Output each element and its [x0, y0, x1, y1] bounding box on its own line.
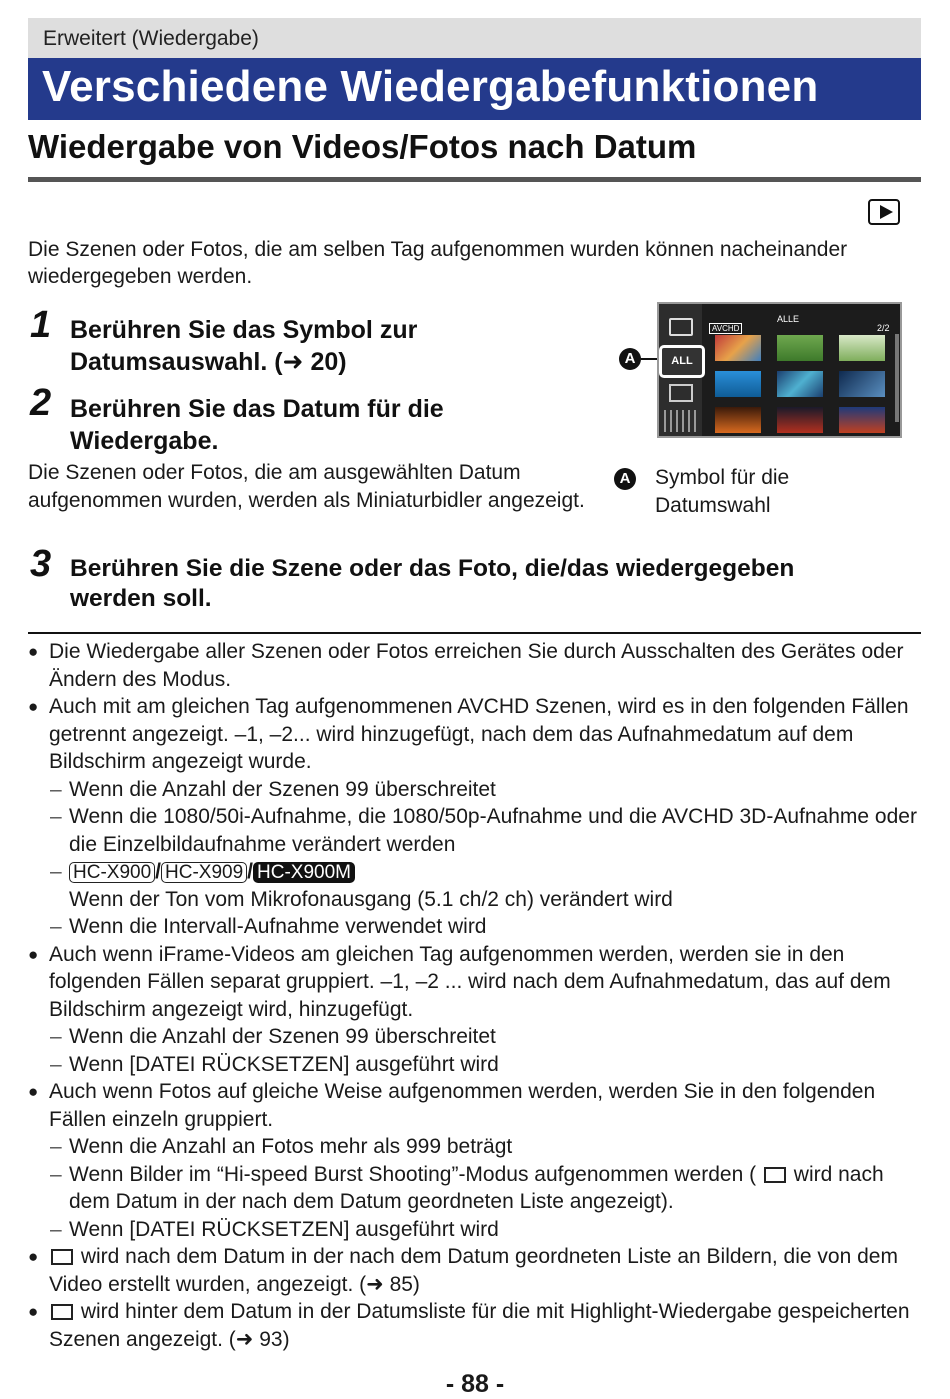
step-3-line1: Berühren Sie die Szene oder das Foto, die/das wiedergegeben: [70, 555, 795, 582]
page-number: - 88 -: [445, 1370, 505, 1398]
model-badge: HC-X900M: [253, 862, 355, 883]
sub-note: Wenn der Ton vom Mikrofonausgang (5.1 ch/2 ch) verändert wird: [69, 887, 673, 911]
sub-note: – Wenn [DATEI RÜCKSETZEN] ausgeführt wird: [28, 1216, 921, 1244]
sub-note: – Wenn die Intervall-Aufnahme verwendet wird: [28, 913, 921, 941]
note-item: ● Auch mit am gleichen Tag aufgenommenen AVCHD Szenen, wird es in den folgenden Fällen getrennt angezeigt. –1, –2... wird hinzugefügt, nach dem das Aufnahmedatum auf dem Bildschirm angezeigt wurde.: [28, 693, 921, 776]
step-1-text: [70, 314, 417, 378]
sub-note-text: Wenn Bilder im “Hi-speed Burst Shooting”-Modus aufgenommen werden (: [69, 1162, 757, 1186]
note-item: ● Auch wenn iFrame-Videos am gleichen Tag aufgenommen werden, werden sie in den folgenden Fällen separat gruppiert. –1, –2 ... wird nach dem Aufnahmedatum, das auf dem Bildschirm angezeigt wird, hinzugefügt.: [28, 941, 921, 1024]
filter-label: ALLE: [777, 314, 800, 324]
note-text: wird hinter dem Datum in der Datumsliste für die mit Highlight-Wiedergabe gespeicherten Szenen angezeigt. (➜ 93): [49, 1300, 910, 1351]
subtitle-divider: [28, 177, 921, 182]
camera-screen-illustration: [657, 302, 902, 438]
thumbnail[interactable]: [839, 335, 885, 361]
page-title: Verschiedene Wiedergabefunktionen: [42, 62, 819, 111]
step-2-body: Die Szenen oder Fotos, die am ausgewählten Datum aufgenommen wurden, werden als Miniaturbidler angezeigt.: [28, 461, 585, 512]
sub-note: – Wenn die Anzahl an Fotos mehr als 999 beträgt: [28, 1133, 921, 1161]
thumbnail[interactable]: [777, 335, 823, 361]
note-item: ● Auch wenn Fotos auf gleiche Weise aufgenommen werden, werden Sie in den folgenden Fällen einzeln gruppiert.: [28, 1078, 921, 1133]
step-3-text: [70, 554, 794, 614]
model-badges: – HC-X900 / HC-X909 / HC-X900M: [28, 858, 921, 886]
sub-note: – Wenn die Anzahl der Szenen 99 überschreitet: [28, 1023, 921, 1051]
thumbnail[interactable]: [715, 335, 761, 361]
step-1-line1: Berühren Sie das Symbol zur: [70, 316, 418, 344]
sub-note-text: wird nach dem Datum in der nach dem Datum geordneten Liste angezeigt).: [69, 1162, 884, 1213]
notes-list: [28, 638, 921, 1353]
thumbnail[interactable]: [715, 371, 761, 397]
note-text: wird nach dem Datum in der nach dem Datum geordneten Liste an Bildern, die von dem Video erstellt wurden, angezeigt. (➜ 85): [49, 1245, 898, 1296]
step-1-line2: Datumsauswahl. (➜ 20): [70, 348, 347, 376]
step-2-line1: Berühren Sie das Datum für die: [70, 395, 444, 423]
step-2-text: [70, 393, 444, 457]
note-item: [28, 1243, 921, 1298]
legend-text: Symbol für die Datumswahl: [655, 466, 790, 517]
thumbnail[interactable]: [839, 371, 885, 397]
note-item: [28, 1298, 921, 1353]
frame-capture-icon: [51, 1249, 73, 1265]
section-label: Erweitert (Wiedergabe): [43, 27, 259, 50]
burst-group-icon: [764, 1167, 786, 1183]
step-3-line2: werden soll.: [70, 585, 212, 612]
playback-mode-icon: [868, 199, 900, 225]
thumbnail[interactable]: [777, 371, 823, 397]
highlight-playback-icon: [51, 1304, 73, 1320]
step-1-number: 1: [30, 304, 52, 346]
highlight-icon: [669, 384, 693, 402]
title-banner: [28, 58, 921, 120]
thumbnail[interactable]: [839, 407, 885, 433]
section-header: [28, 18, 921, 58]
thumbnail[interactable]: [777, 407, 823, 433]
sub-note: – Wenn die Anzahl der Szenen 99 überschreitet: [28, 776, 921, 804]
thumbnail[interactable]: [715, 407, 761, 433]
model-badge: HC-X909: [161, 862, 247, 883]
legend-a-marker: A: [614, 468, 636, 490]
model-badge: HC-X900: [69, 862, 155, 883]
step-3-number: 3: [30, 543, 52, 585]
sub-note: [28, 1161, 921, 1216]
screen-scrollbar: [895, 334, 899, 422]
notes-divider: [28, 632, 921, 634]
format-label: AVCHD: [709, 323, 742, 334]
date-select-button[interactable]: ALL: [659, 345, 705, 378]
callout-a-marker: A: [619, 348, 641, 370]
sub-note: – Wenn [DATEI RÜCKSETZEN] ausgeführt wird: [28, 1051, 921, 1079]
step-2-line2: Wiedergabe.: [70, 427, 219, 455]
intro-text: Die Szenen oder Fotos, die am selben Tag aufgenommen wurden können nacheinander wiedergegeben werden.: [28, 238, 848, 288]
page-subtitle: Wiedergabe von Videos/Fotos nach Datum: [28, 128, 697, 165]
page-indicator: 2/2: [877, 323, 890, 333]
sub-note: – Wenn die 1080/50i-Aufnahme, die 1080/50p-Aufnahme und die AVCHD 3D-Aufnahme oder die Einzelbildaufnahme verändert werden: [28, 803, 921, 858]
step-2-number: 2: [30, 382, 52, 424]
note-item: ● Die Wiedergabe aller Szenen oder Fotos erreichen Sie durch Ausschalten des Gerätes oder Ändern des Modus.: [28, 638, 921, 693]
scroll-arrows-icon: [664, 410, 697, 432]
video-mode-icon: [669, 318, 693, 336]
